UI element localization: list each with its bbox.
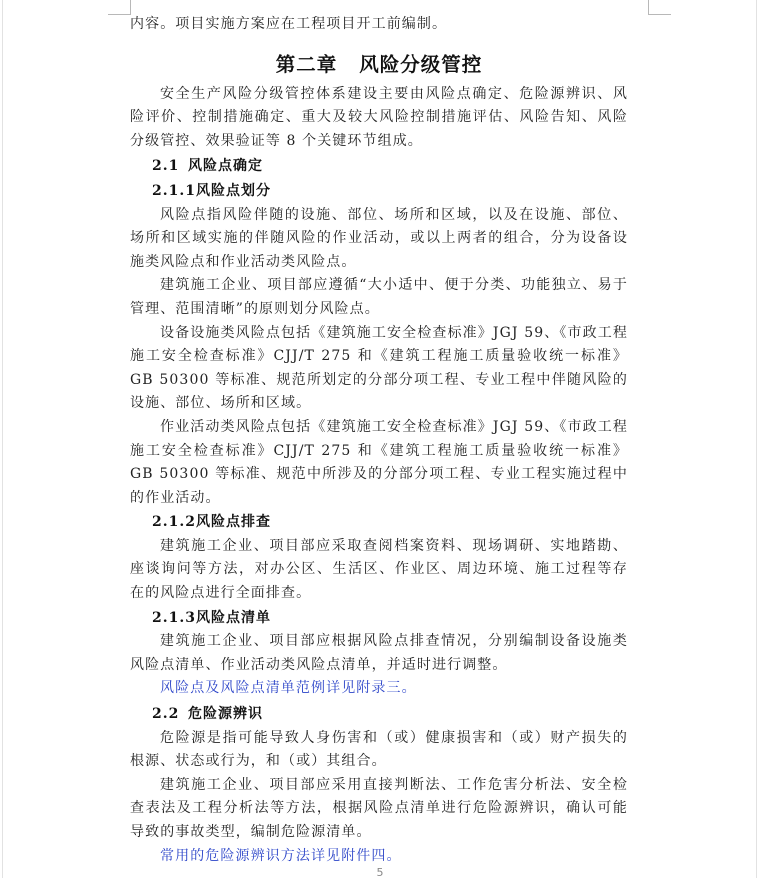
section-title: 风险点清单 — [196, 609, 271, 626]
paragraph-hazard-definition: 危险源是指可能导致人身伤害和（或）健康损害和（或）财产损失的根源、状态或行为，和（或）其组合。 — [130, 729, 628, 770]
section-number: 2.2 — [152, 706, 180, 723]
section-heading-2-1 — [152, 155, 628, 179]
chapter-heading — [130, 49, 628, 77]
page-edge-right — [756, 0, 757, 878]
paragraph-equipment-risk-points: 设备设施类风险点包括《建筑施工安全检查标准》JGJ 59、《市政工程施工安全检查标准》CJJ/T 275 和《建筑工程施工质量验收统一标准》GB 50300 等标准、规范所划定的分部分项工程、专业工程中伴随风险的设施、部位、场所和区域。 — [130, 324, 628, 412]
section-number: 2.1 — [152, 158, 180, 175]
document-body — [130, 13, 628, 868]
paragraph-intro-tail: 内容。项目实施方案应在工程项目开工前编制。 — [130, 16, 448, 32]
section-heading-2-1-1 — [152, 180, 628, 204]
section-number: 2.1.2 — [152, 514, 196, 531]
section-heading-2-1-3 — [152, 607, 628, 631]
section-title: 风险点确定 — [188, 158, 263, 175]
appendix-reference-link[interactable]: 风险点及风险点清单范例详见附录三。 — [160, 680, 417, 697]
chapter-title: 风险分级管控 — [359, 52, 483, 76]
crop-mark-top-right — [648, 0, 671, 15]
paragraph-risk-point-list: 建筑施工企业、项目部应根据风险点排查情况，分别编制设备设施类风险点清单、作业活动类风险点清单，并适时进行调整。 — [130, 633, 628, 673]
attachment-reference-link[interactable]: 常用的危险源辨识方法详见附件四。 — [160, 847, 402, 864]
section-title: 危险源辨识 — [188, 706, 263, 723]
section-number: 2.1.3 — [152, 609, 196, 626]
paragraph-overview: 安全生产风险分级管控体系建设主要由风险点确定、危险源辨识、风险评价、控制措施确定、重大及较大风险控制措施评估、风险告知、风险分级管控、效果验证等 8 个关键环节组成。 — [130, 85, 628, 149]
paragraph-division-principle: 建筑施工企业、项目部应遵循“大小适中、便于分类、功能独立、易于管理、范围清晰”的原则划分风险点。 — [130, 277, 628, 317]
paragraph-activity-risk-points: 作业活动类风险点包括《建筑施工安全检查标准》JGJ 59、《市政工程施工安全检查标准》CJJ/T 275 和《建筑工程施工质量验收统一标准》GB 50300 等标准、规范中所涉及的分部分项工程、专业工程实施过程中的作业活动。 — [130, 418, 628, 506]
page-edge-left — [2, 0, 3, 878]
crop-mark-top-left — [108, 0, 131, 15]
paragraph-risk-point-definition: 风险点指风险伴随的设施、部位、场所和区域，以及在设施、部位、场所和区域实施的伴随风险的作业活动，或以上两者的组合，分为设备设施类风险点和作业活动类风险点。 — [130, 206, 628, 270]
paragraph-hazard-methods: 建筑施工企业、项目部应采用直接判断法、工作危害分析法、安全检查表法及工程分析法等方法，根据风险点清单进行危险源辨识，确认可能导致的事故类型，编制危险源清单。 — [130, 776, 628, 840]
section-title: 风险点排查 — [196, 514, 271, 531]
section-heading-2-2 — [152, 703, 628, 727]
chapter-number: 第二章 — [275, 52, 338, 76]
section-number: 2.1.1 — [152, 182, 196, 199]
page-number: 5 — [376, 866, 384, 879]
section-heading-2-1-2 — [152, 511, 628, 535]
paragraph-investigation: 建筑施工企业、项目部应采取查阅档案资料、现场调研、实地踏勘、座谈询问等方法，对办公区、生活区、作业区、周边环境、施工过程等存在的风险点进行全面排查。 — [130, 537, 628, 602]
section-title: 风险点划分 — [196, 182, 271, 199]
